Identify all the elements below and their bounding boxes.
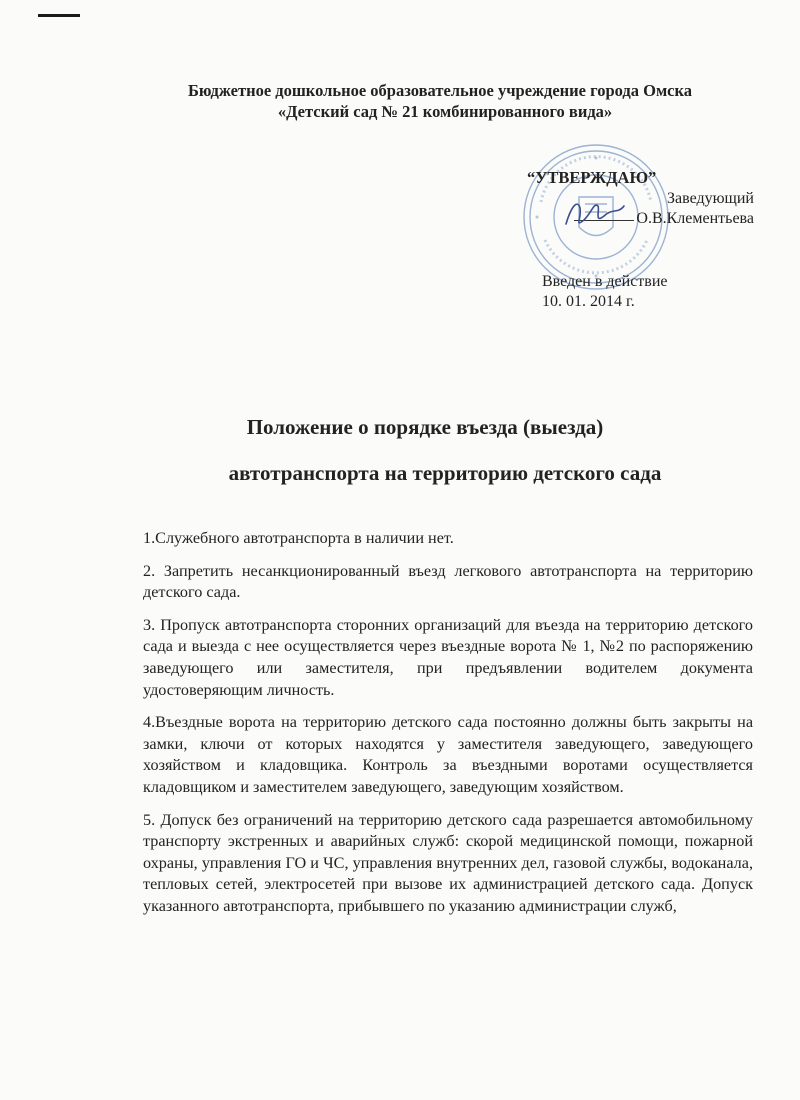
document-body: [143, 528, 753, 929]
title-line2: автотранспорта на территорию детского сада: [228, 461, 662, 485]
document-title: [0, 404, 800, 496]
title-line1: Положение о порядке въезда (выезда): [246, 415, 604, 439]
head-name: О.В.Клементьева: [636, 210, 754, 227]
head-position: Заведующий: [666, 190, 754, 207]
organization-header: [0, 80, 800, 122]
enacted-block: [542, 272, 668, 312]
approve-label: “УТВЕРЖДАЮ”: [527, 168, 657, 187]
paragraph-2: 2. Запретить несанкционированный въезд легкового автотранспорта на территорию детского сада.: [143, 561, 753, 602]
org-name-line1: Бюджетное дошкольное образовательное учреждение города Омска: [187, 81, 693, 100]
paragraph-4: 4.Въездные ворота на территорию детского сада постоянно должны быть закрыты на замки, ключи от которых находятся у заместителя заведующего, заведующего хозяйством и кладовщика. Контроль за въездными воротами осуществляется кладовщиком и заместителем заведующего, заведующим хозяйством.: [143, 713, 753, 796]
org-name-line2: «Детский сад № 21 комбинированного вида»: [277, 102, 613, 121]
enacted-date: 10. 01. 2014 г.: [542, 293, 635, 310]
paragraph-5: 5. Допуск без ограничений на территорию детского сада разрешается автомобильному транспорту экстренных и аварийных служб: скорой медицинской помощи, пожарной охраны, управления ГО и ЧС, управления внутренних дел, газовой службы, водоканала, тепловых сетей, электросетей при вызове их администрацией детского сада. Допуск указанного автотранспорта, прибывшего по указанию администрации служб,: [143, 810, 753, 915]
enacted-label: Введен в действие: [542, 273, 668, 290]
handwritten-signature: [560, 194, 630, 234]
paragraph-1: 1.Служебного автотранспорта в наличии нет.: [143, 529, 454, 547]
paragraph-3: 3. Пропуск автотранспорта сторонних организаций для въезда на территорию детского сада и выезда с нее осуществляется через въездные ворота № 1, №2 по распоряжению заведующего или заместителя, при предъявлении водителем документа удостоверяющим личность.: [143, 615, 753, 699]
scan-edge-mark: [38, 14, 80, 17]
